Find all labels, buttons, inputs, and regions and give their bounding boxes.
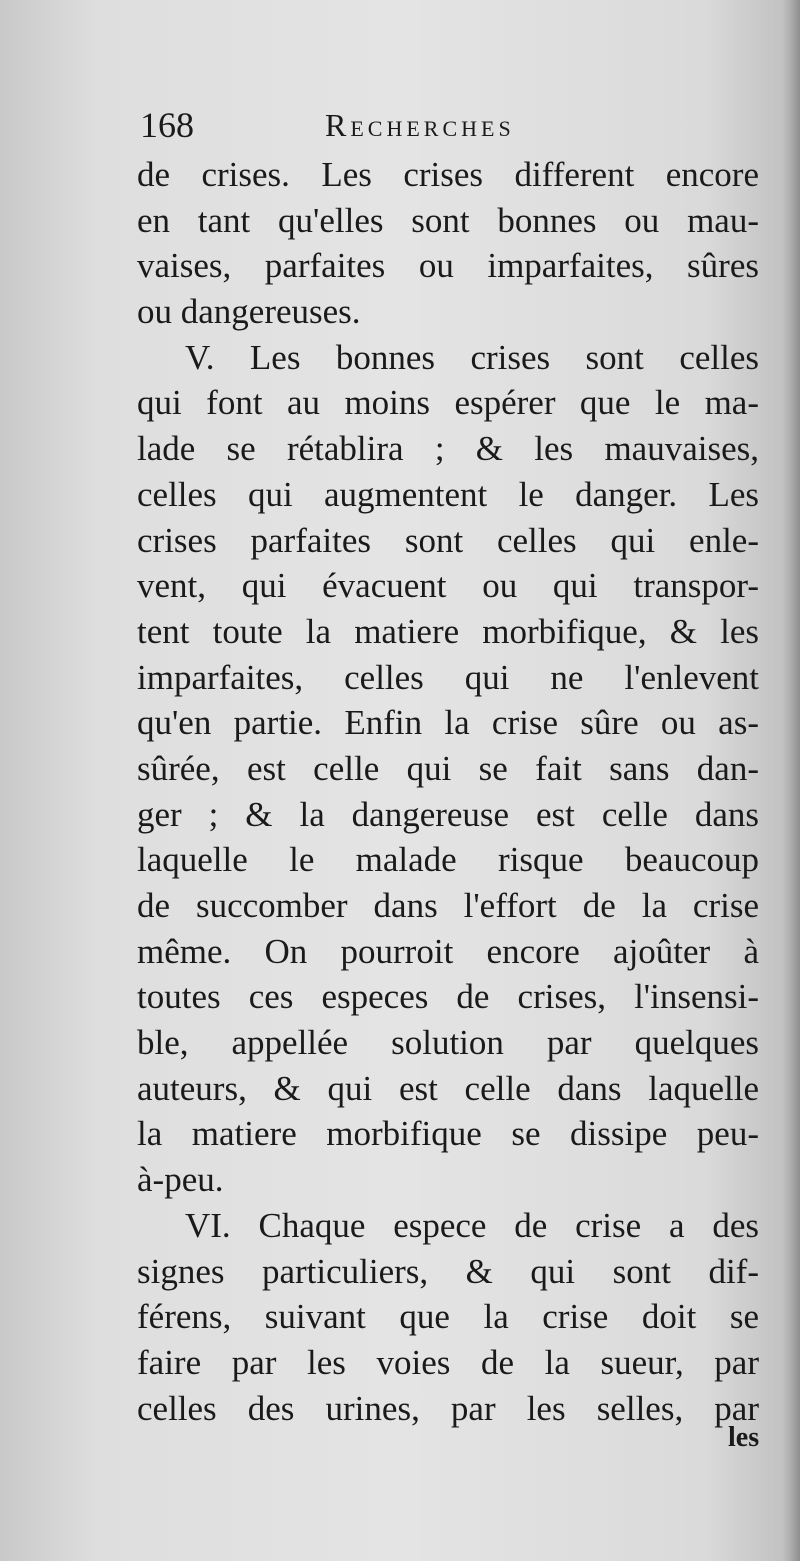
text-line: en tant qu'elles sont bonnes ou mau- xyxy=(137,200,759,240)
text-line: vent, qui évacuent ou qui transpor- xyxy=(137,566,759,606)
text-line: auteurs, & qui est celle dans laquelle xyxy=(137,1068,759,1108)
text-line: crises parfaites sont celles qui enle- xyxy=(137,520,759,560)
text-line: VI. Chaque espece de crise a des xyxy=(185,1205,759,1245)
text-line: laquelle le malade risque beaucoup xyxy=(137,840,759,880)
text-line: qu'en partie. Enfin la crise sûre ou as- xyxy=(137,703,759,743)
text-line: sûrée, est celle qui se fait sans dan- xyxy=(137,748,759,788)
body-text xyxy=(137,152,759,1431)
text-line: ble, appellée solution par quelques xyxy=(137,1023,759,1063)
text-line: signes particuliers, & qui sont dif- xyxy=(137,1251,759,1291)
text-line: vaises, parfaites ou imparfaites, sûres xyxy=(137,246,759,286)
text-line: V. Les bonnes crises sont celles xyxy=(185,337,759,377)
catchword: les xyxy=(728,1422,760,1453)
text-line: de crises. Les crises different encore xyxy=(137,155,759,194)
text-line: à-peu. xyxy=(137,1160,224,1200)
running-head xyxy=(140,102,652,148)
text-line: lade se rétablira ; & les mauvaises, xyxy=(137,429,759,469)
text-line: la matiere morbifique se dissipe peu- xyxy=(137,1114,759,1154)
page-edge-shadow xyxy=(782,0,800,1561)
text-line: celles qui augmentent le danger. Les xyxy=(137,474,759,514)
running-title: Recherches xyxy=(325,107,515,143)
text-line: de succomber dans l'effort de la crise xyxy=(137,886,759,925)
text-line: faire par les voies de la sueur, par xyxy=(137,1342,759,1382)
text-line: imparfaites, celles qui ne l'enlevent xyxy=(137,657,759,697)
text-line: celles des urines, par les selles, par xyxy=(137,1388,759,1428)
text-line: toutes ces especes de crises, l'insensi- xyxy=(137,977,759,1017)
text-line: férens, suivant que la crise doit se xyxy=(137,1297,759,1337)
text-line: qui font au moins espérer que le ma- xyxy=(137,383,759,423)
text-line: même. On pourroit encore ajoûter à xyxy=(137,931,759,971)
text-line: ger ; & la dangereuse est celle dans xyxy=(137,794,759,834)
page-number: 168 xyxy=(140,105,194,145)
text-line: ou dangereuses. xyxy=(137,292,361,332)
text-line: tent toute la matiere morbifique, & les xyxy=(137,611,759,651)
